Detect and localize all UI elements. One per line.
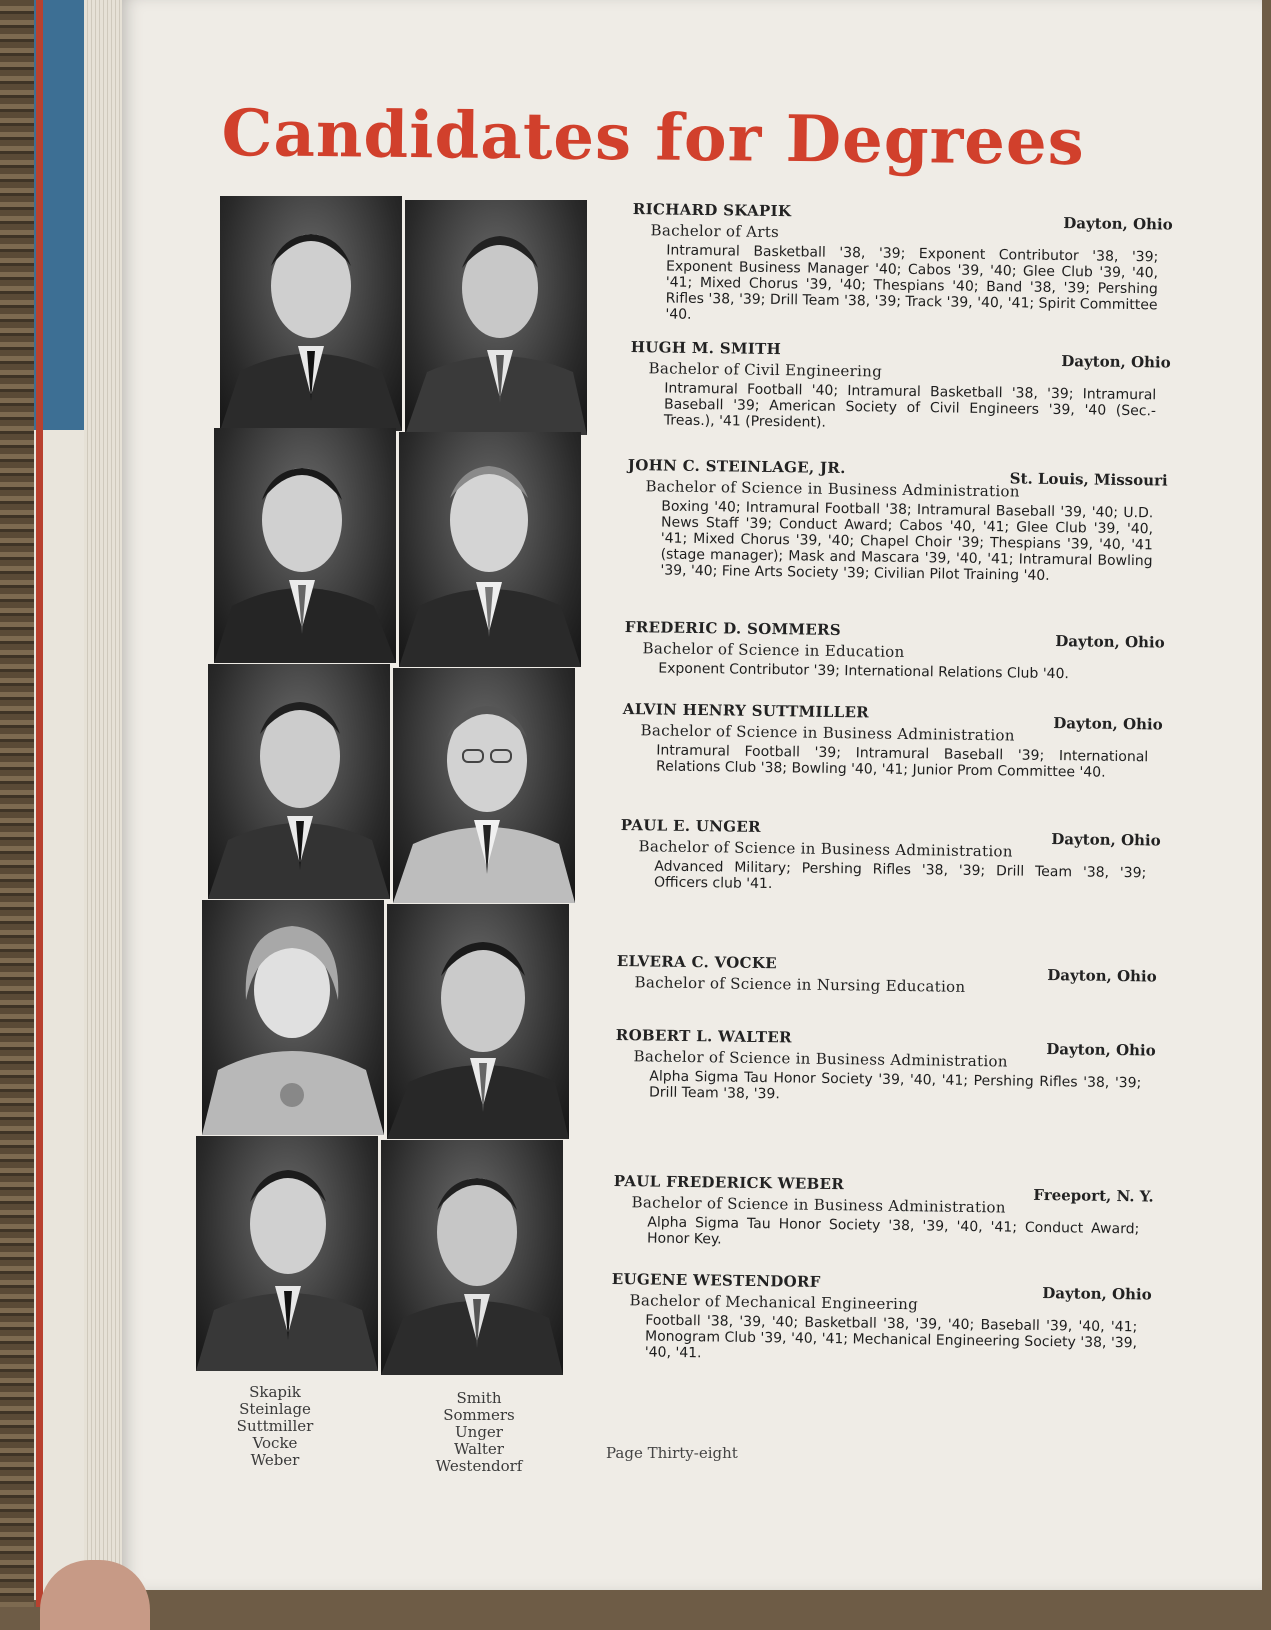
- caption-name: Steinlage: [239, 1400, 311, 1418]
- candidate-name: RICHARD SKAPIK: [632, 200, 792, 221]
- candidate-activities: Exponent Contributor '39; International Relations Club '40.: [658, 660, 1069, 683]
- candidate-hometown: Dayton, Ohio: [1046, 1040, 1156, 1060]
- candidate-activities: Intramural Football '40; Intramural Basketball '38, '39; Intramural Baseball '39; American Society of Civil Engineers '39, '40 (Sec.-Treas.), '41 (President).: [663, 380, 1157, 431]
- caption-name: Suttmiller: [236, 1417, 314, 1435]
- candidate-degree: Bachelor of Science in Business Administration: [633, 1047, 1008, 1071]
- page-stack: [84, 0, 124, 1595]
- candidate-name: PAUL FREDERICK WEBER: [613, 1172, 845, 1194]
- candidate-name: ELVERA C. VOCKE: [616, 952, 778, 973]
- portrait-steinlage: [214, 428, 396, 663]
- caption-name: Weber: [250, 1451, 300, 1469]
- portrait-suttmiller: [208, 664, 390, 899]
- page-title: Candidates for Degrees: [221, 96, 1086, 181]
- candidate-entry: [624, 618, 1165, 683]
- candidate-name: ALVIN HENRY SUTTMILLER: [622, 700, 870, 722]
- candidate-degree: Bachelor of Arts: [650, 221, 780, 242]
- candidate-entry: [620, 816, 1161, 893]
- candidate-entry: [630, 338, 1171, 431]
- candidate-hometown: Freeport, N. Y.: [1033, 1185, 1154, 1206]
- candidate-activities: Advanced Military; Pershing Rifles '38, '39; Drill Team '38, '39; Officers club '41.: [653, 858, 1147, 893]
- cover-red-stripe: [36, 0, 43, 1607]
- yearbook-page: [122, 0, 1262, 1590]
- candidate-entry: [622, 700, 1163, 781]
- book-spine-edge: [0, 0, 34, 1607]
- portrait-grid: [198, 196, 588, 1401]
- portrait-skapik: [220, 196, 402, 431]
- caption-name: Westendorf: [435, 1457, 523, 1475]
- candidate-entry: [615, 1026, 1156, 1103]
- caption-name: Skapik: [249, 1383, 301, 1401]
- candidate-activities: Alpha Sigma Tau Honor Society '39, '40, '41; Pershing Rifles '38, '39; Drill Team '38, '39.: [648, 1068, 1142, 1103]
- candidate-activities: Boxing '40; Intramural Football '38; Intramural Baseball '39, '40; U.D. News Staff '39; Conduct Award; Cabos '40, '41; Glee Club '39, '40, '41; Mixed Chorus '39, '40; Chapel Choir '39; Thespians '39, '40, '41 (stage manager); Mask and Mascara '39, '40, '41; Intramural Bowling '39, '40; Fine Arts Society '39; Civilian Pilot Training '40.: [660, 498, 1154, 584]
- candidate-degree: Bachelor of Science in Education: [642, 639, 905, 661]
- candidate-hometown: St. Louis, Missouri: [1009, 469, 1168, 490]
- portrait-walter: [387, 904, 569, 1139]
- candidate-degree: Bachelor of Science in Business Administration: [640, 721, 1015, 745]
- caption-name: Vocke: [252, 1434, 298, 1452]
- candidate-hometown: Dayton, Ohio: [1061, 352, 1171, 372]
- candidate-name: ROBERT L. WALTER: [615, 1026, 792, 1047]
- candidate-hometown: Dayton, Ohio: [1047, 966, 1157, 986]
- candidate-degree: Bachelor of Mechanical Engineering: [629, 1291, 919, 1314]
- portrait-unger: [393, 668, 575, 903]
- candidate-degree: Bachelor of Science in Business Administration: [645, 477, 1020, 501]
- candidate-name: JOHN C. STEINLAGE, JR.: [627, 456, 846, 478]
- candidate-activities: Intramural Basketball '38, '39; Exponent Contributor '38, '39; Exponent Business Manager '40; Cabos '39, '40; Glee Club '39, '40, '41; Mixed Chorus '39, '40; Thespians '40; Band '38, '39; Pershing Rifles '38, '39; Drill Team '38, '39; Track '39, '40, '41; Spirit Committee '40.: [665, 242, 1159, 323]
- candidate-hometown: Dayton, Ohio: [1055, 632, 1165, 652]
- portrait-smith: [405, 200, 587, 435]
- caption-name: Smith: [456, 1389, 502, 1407]
- caption-right-column: [404, 1390, 554, 1475]
- candidate-entry: [616, 952, 1157, 996]
- candidate-hometown: Dayton, Ohio: [1053, 714, 1163, 734]
- portrait-vocke: [202, 900, 384, 1135]
- candidate-name: EUGENE WESTENDORF: [611, 1270, 821, 1291]
- candidate-entry: [632, 200, 1173, 323]
- candidate-name: FREDERIC D. SOMMERS: [624, 618, 842, 640]
- candidate-hometown: Dayton, Ohio: [1051, 830, 1161, 850]
- candidate-activities: Intramural Football '39; Intramural Baseball '39; International Relations Club '38; Bowling '40, '41; Junior Prom Committee '40.: [655, 742, 1149, 781]
- caption-name: Walter: [454, 1440, 504, 1458]
- candidate-hometown: Dayton, Ohio: [1042, 1284, 1152, 1304]
- candidate-activities: Football '38, '39, '40; Basketball '38, '39, '40; Baseball '39, '40, '41; Monogram Club '39, '40, '41; Mechanical Engineering Society '38, '39, '40, '41.: [644, 1312, 1138, 1362]
- caption-left-column: [200, 1384, 350, 1469]
- portrait-sommers: [399, 432, 581, 667]
- portrait-westendorf: [381, 1140, 563, 1375]
- candidate-hometown: Dayton, Ohio: [1063, 214, 1173, 234]
- caption-name: Sommers: [443, 1406, 515, 1424]
- candidate-name: PAUL E. UNGER: [620, 816, 761, 836]
- caption-name: Unger: [455, 1423, 503, 1441]
- candidate-activities: Alpha Sigma Tau Honor Society '38, '39, '40, '41; Conduct Award; Honor Key.: [646, 1214, 1140, 1248]
- candidate-name: HUGH M. SMITH: [630, 338, 782, 359]
- candidate-entry: [613, 1172, 1154, 1248]
- candidate-entry: [627, 456, 1168, 584]
- candidate-degree: Bachelor of Civil Engineering: [648, 359, 883, 381]
- portrait-weber: [196, 1136, 378, 1371]
- candidate-entry: [611, 1270, 1152, 1362]
- candidate-degree: Bachelor of Science in Business Administration: [631, 1193, 1006, 1217]
- candidate-degree: Bachelor of Science in Nursing Education: [634, 973, 966, 996]
- page-number: Page Thirty-eight: [606, 1444, 738, 1462]
- candidate-degree: Bachelor of Science in Business Administration: [638, 837, 1013, 861]
